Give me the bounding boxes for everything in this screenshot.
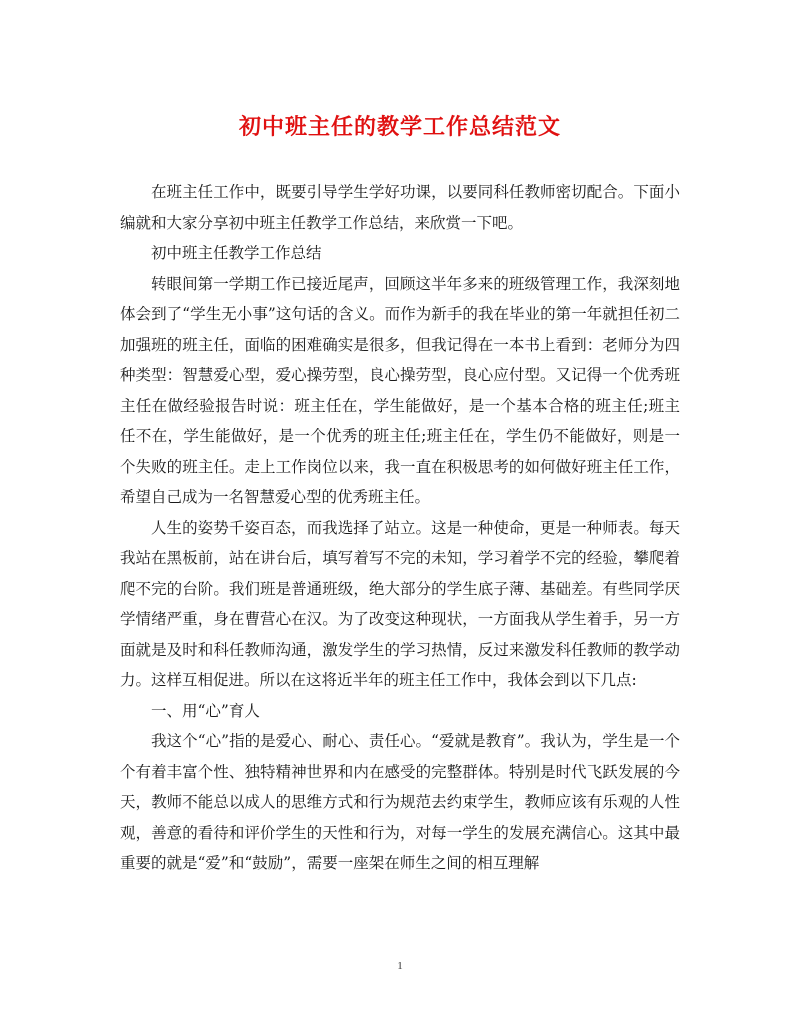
page-number: 1	[397, 960, 403, 972]
body-paragraph: 我这个“心”指的是爱心、耐心、责任心。“爱就是教育”。我认为，学生是一个个有着丰富个性、独特精神世界和内在感受的完整群体。特别是时代飞跃发展的今天，教师不能总以成人的思维方式和行为规范去约束学生，教师应该有乐观的人性观，善意的看待和评价学生的天性和行为，对每一学生的发展充满信心。这其中最重要的就是“爱”和“鼓励”，需要一座架在师生之间的相互理解	[120, 732, 680, 872]
body-paragraph: 转眼间第一学期工作已接近尾声，回顾这半年多来的班级管理工作，我深刻地体会到了“学生无小事”这句话的含义。而作为新手的我在毕业的第一年就担任初二加强班的班主任，面临的困难确实是很多，但我记得在一本书上看到：老师分为四种类型：智慧爱心型，爱心操劳型，良心操劳型，良心应付型。又记得一个优秀班主任在做经验报告时说：班主任在，学生能做好，是一个基本合格的班主任;班主任不在，学生能做好，是一个优秀的班主任;班主任在，学生仍不能做好，则是一个失败的班主任。走上工作岗位以来，我一直在积极思考的如何做好班主任工作，希望自己成为一名智慧爱心型的优秀班主任。	[120, 274, 680, 506]
body-paragraph: 人生的姿势千姿百态，而我选择了站立。这是一种使命，更是一种师表。每天我站在黑板前，站在讲台后，填写着写不完的未知，学习着学不完的经验，攀爬着爬不完的台阶。我们班是普通班级，绝大部分的学生底子薄、基础差。有些同学厌学情绪严重，身在曹营心在汉。为了改变这种现状，一方面我从学生着手，另一方面就是及时和科任教师沟通，激发学生的学习热情，反过来激发科任教师的教学动力。这样互相促进。所以在这将近半年的班主任工作中，我体会到以下几点:	[120, 518, 680, 689]
intro-paragraph: 在班主任工作中，既要引导学生学好功课，以要同科任教师密切配合。下面小编就和大家分享初中班主任教学工作总结，来欣赏一下吧。	[120, 183, 680, 232]
document-title: 初中班主任的教学工作总结范文	[238, 114, 561, 140]
subheading: 初中班主任教学工作总结	[151, 244, 322, 262]
document-body	[120, 177, 680, 879]
section-heading: 一、用“心”育人	[151, 701, 260, 720]
